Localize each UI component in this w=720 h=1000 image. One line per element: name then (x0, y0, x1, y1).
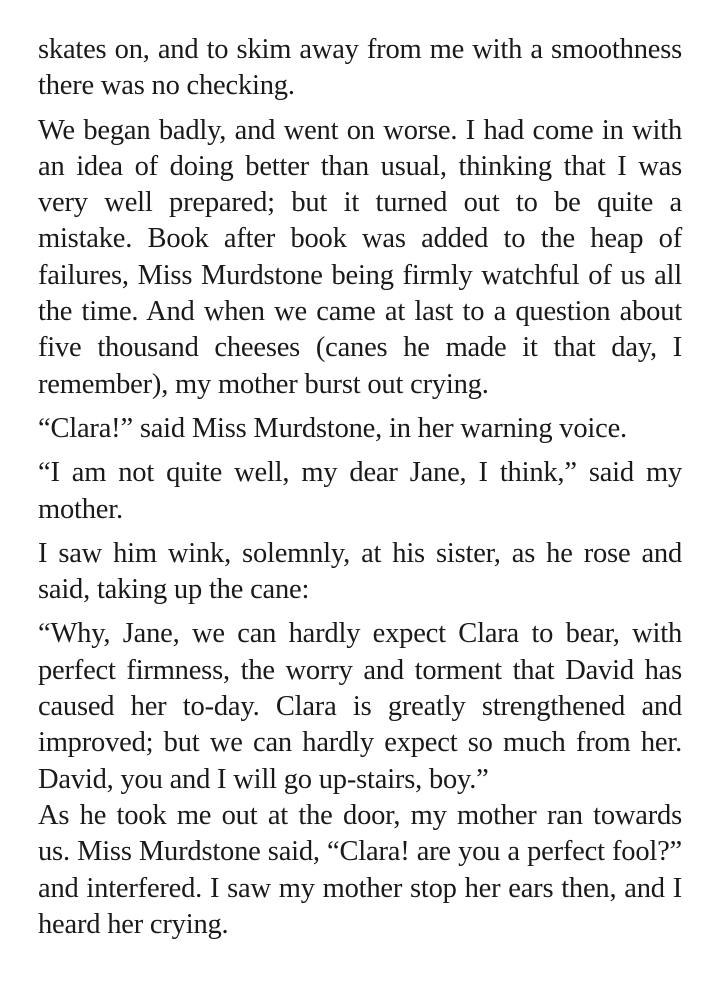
paragraph: “I am not quite well, my dear Jane, I think,” said my mother. (38, 457, 682, 525)
paragraph: “Clara!” said Miss Murdstone, in her warning voice. (38, 412, 627, 444)
paragraph: skates on, and to skim away from me with a smoothness there was no checking. (38, 34, 682, 102)
paragraph: “Why, Jane, we can hardly expect Clara to bear, with perfect firmness, the worry and torment that David has caused her to-day. Clara is greatly strengthened and improved; but we can hardly expect so much from her. David, you and I will go up-stairs, boy.” (38, 618, 682, 795)
paragraph: We began badly, and went on worse. I had come in with an idea of doing better than usual, thinking that I was very well prepared; but it turned out to be quite a mistake. Book after book was added to the heap of failures, Miss Murdstone being firmly watchful of us all the time. And when we came at last to a question about five thousand cheeses (canes he made it that day, I remember), my mother burst out crying. (38, 114, 682, 400)
paragraph: I saw him wink, solemnly, at his sister, as he rose and said, taking up the cane: (38, 537, 682, 606)
paragraph: As he took me out at the door, my mother ran towards us. Miss Murdstone said, “Clara! are you a perfect fool?” and interfered. I saw my mother stop her ears then, and I heard her crying. (38, 799, 682, 940)
